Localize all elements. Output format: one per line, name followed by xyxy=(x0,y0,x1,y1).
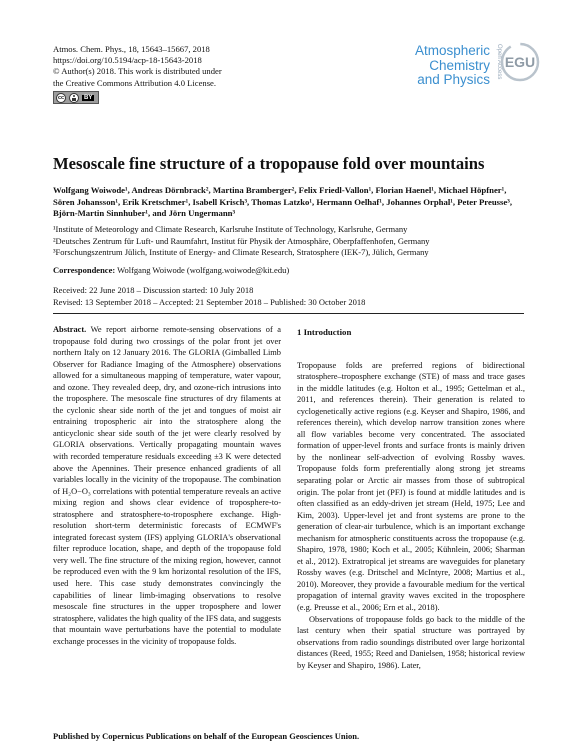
doi-link[interactable]: https://doi.org/10.5194/acp-18-15643-2018 xyxy=(53,55,202,66)
license-notice: the Creative Commons Attribution 4.0 License. xyxy=(53,77,217,88)
publisher-footer: Published by Copernicus Publications on behalf of the European Geosciences Union. xyxy=(53,731,360,741)
attribution-person-icon xyxy=(69,93,79,103)
correspondence: Correspondence: Wolfgang Woiwode (wolfgang.woiwode@kit.edu) xyxy=(53,265,290,275)
introduction-column xyxy=(297,327,525,671)
introduction-paragraph-2: Observations of tropopause folds go back to the middle of the last century when their spatial structure was portrayed by observations from radio soundings distributed over large horizontal distances (Reed, 1955; Reed and Danielsen, 1958; historical review by Keyser and Shapiro, 1986). Later, xyxy=(297,614,525,670)
affiliation-2: ²Deutsches Zentrum für Luft- und Raumfahrt, Institut für Physik der Atmosphäre, Oberpfaffenhofen, Germany xyxy=(53,235,430,246)
introduction-heading: 1 Introduction xyxy=(297,327,352,337)
open-access-label: Open Access xyxy=(496,44,502,80)
affiliation-3: ³Forschungszentrum Jülich, Institute of Energy- and Climate Research, Stratosphere (IEK-7), Jülich, Germany xyxy=(53,247,429,258)
abstract-column xyxy=(53,324,281,647)
header-divider xyxy=(53,313,524,314)
introduction-paragraph-1: Tropopause folds are preferred regions of bidirectional stratosphere–troposphere exchange (STE) of mass and trace gases in the middle latitudes (e.g. Holton et al., 1995; Gettelman et al., 2011, and references therein). Their generation is related to cyclogenetically active regions (e.g. Keyser and Shapiro, 1986, and references therein), which develop narrow transition zones where all flow variables become very concentrated. The associated formation of upper-level fronts and surface fronts is mainly driven by the nonlinear self-advection of evolving Rossby waves. Tropopause folds form preferentially along strong jet streams separating polar or Arctic air masses from those of subtropical origin. The polar front jet (PFJ) is found at middle latitudes and is often classified as an eddy-driven jet stream (Held, 1975; Lee and Kim, 2003). Upper-level jet and front systems are prone to the generation of clear-air turbulence, which is an important exchange mechanism for atmospheric constituents across the tropopause (e.g. Shapiro, 1978, 1980; Koch et al., 2005; Kühnlein, 2006; Sharman et al., 2012). Extratropical jet streams are waveguides for planetary Rossby waves (e.g. Dritschel and McIntyre, 2008; Martius et al., 2010). Moreover, they provide a favourable medium for the vertical propagation of internal gravity waves excited in the troposphere (e.g. Preusse et al., 2006; Ern et al., 2018). xyxy=(297,360,525,613)
affiliation-1: ¹Institute of Meteorology and Climate Research, Karlsruhe Institute of Technology, Karlsruhe, Germany xyxy=(53,224,408,234)
copyright-notice: © Author(s) 2018. This work is distributed under xyxy=(53,66,222,77)
cc-icon: cc xyxy=(57,94,65,101)
cc-by-license-badge[interactable] xyxy=(53,91,99,104)
revised-dates: Revised: 13 September 2018 – Accepted: 21 September 2018 – Published: 30 October 2018 xyxy=(53,296,366,307)
svg-text:EGU: EGU xyxy=(504,54,536,70)
received-dates: Received: 22 June 2018 – Discussion started: 10 July 2018 xyxy=(53,285,254,295)
journal-name: Atmospheric Chemistry and Physics xyxy=(414,43,490,87)
cc-by-label: BY xyxy=(84,94,93,101)
article-metadata xyxy=(53,44,222,89)
egu-logo-icon xyxy=(500,42,540,82)
abstract-label: Abstract. xyxy=(53,325,87,334)
correspondence-email[interactable]: Wolfgang Woiwode (wolfgang.woiwode@kit.edu) xyxy=(115,265,290,275)
author-list: Wolfgang Woiwode¹, Andreas Dörnbrack², Martina Bramberger², Felix Friedl-Vallon¹, Florian Haenel¹, Michael Höpfner¹, Sören Johansson¹, Erik Kretschmer¹, Isabell Krisch³, Thomas Latzko¹, Hermann Oelhaf¹, Johannes Orphal¹, Peter Preusse³, Björn-Martin Sinnhuber¹, and Jörn Ungermann³ xyxy=(53,185,513,219)
paper-title: Mesoscale fine structure of a tropopause fold over mountains xyxy=(53,154,485,173)
journal-reference: Atmos. Chem. Phys., 18, 15643–15667, 2018 xyxy=(53,44,210,54)
abstract-text: We report airborne remote-sensing observations of a tropopause fold during two crossings of the polar front jet over northern Italy on 12 January 2016. The GLORIA (Gimballed Limb Observer for Radiance Imaging of the Atmosphere) observations allowed for a simultaneous mapping of temperature, water vapour, and ozone. They revealed deep, dry, and ozone-rich intrusions into the troposphere. The mesoscale fine structures of dry filaments at the cyclonic shear side north of the jet and tongues of moist air entraining tropospheric air into the stratosphere along the anticyclonic shear side south of the jet were clearly resolved by GLORIA observations. Vertically propagating mountain waves with recorded temperature residuals exceeding ±3 K were detected above the Apennines. Their presence enhanced gradients of all variables locally in the vicinity of the tropopause. The combination of H₂O−O₃ correlations with potential temperature reveals an active mixing region and shows clear evidence of troposphere-to-stratosphere and stratosphere-to-troposphere exchange. High-resolution short-term deterministic forecasts of ECMWF's integrated forecast system (IFS) applying GLORIA's observational filter reproduce location, shape, and depth of the tropopause fold very well. The fine structure of the mixing region, however, cannot be reproduced even with the 9 km horizontal resolution of the IFS, used here. This case study demonstrates convincingly the capabilities of linear limb-imaging observations to resolve mesoscale fine structures in the upper troposphere and lower stratosphere, validates the high quality of the IFS data, and suggests that mountain wave perturbations have the potential to modulate exchange processes in the vicinity of tropopause folds. xyxy=(53,325,281,646)
publication-dates xyxy=(53,285,365,308)
affiliations xyxy=(53,224,528,259)
